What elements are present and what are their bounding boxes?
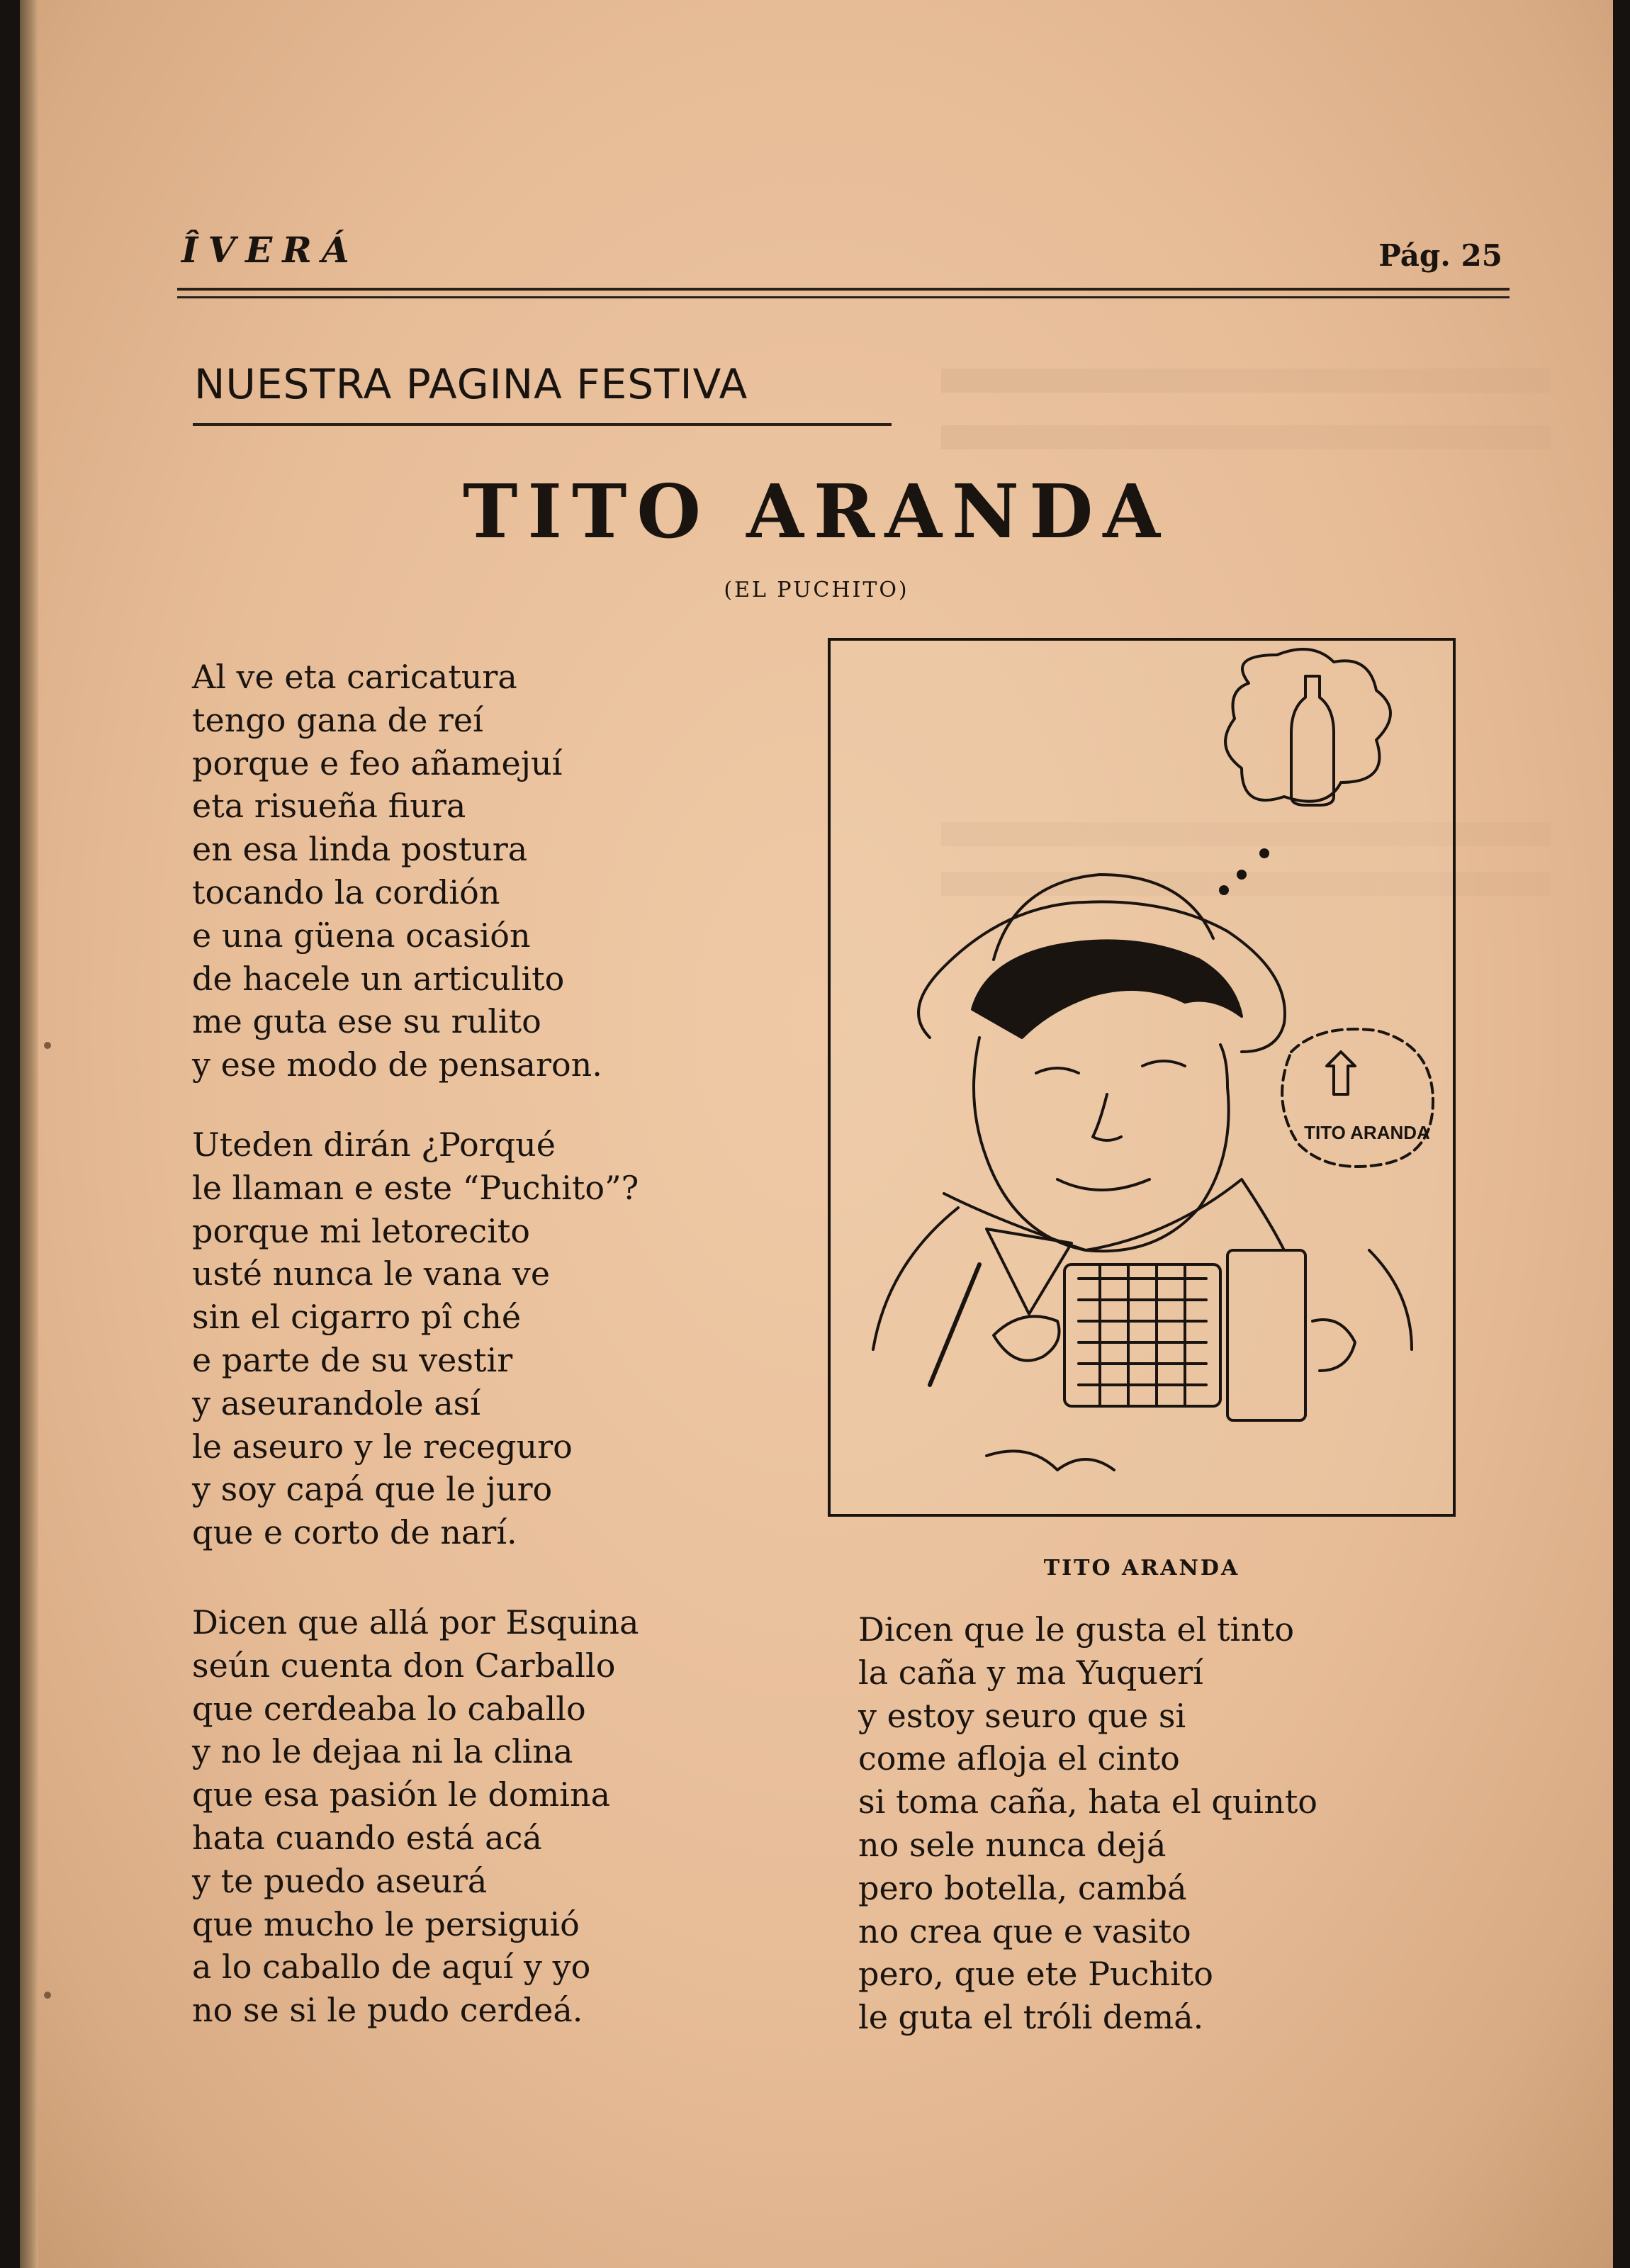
book-spine	[20, 0, 38, 2268]
verse-line: sin el cigarro pî ché	[192, 1298, 522, 1337]
stanza-3	[192, 1601, 639, 2032]
thought-bubble-outline	[1225, 649, 1390, 802]
verse-line: eta risueña fiura	[192, 787, 466, 826]
verse-line: tengo gana de reí	[192, 700, 483, 739]
illustration-caption: TITO ARANDA	[1043, 1556, 1240, 1581]
bleed-through-line	[941, 425, 1551, 449]
thought-dot	[1238, 871, 1245, 878]
stanza-2	[192, 1123, 639, 1554]
verse-line: no se si le pudo cerdeá.	[192, 1991, 583, 2030]
verse-line: come afloja el cinto	[858, 1739, 1180, 1778]
bottle-icon	[1291, 676, 1334, 805]
section-title: NUESTRA PAGINA FESTIVA	[194, 360, 748, 408]
poem-title: TITO ARANDA	[463, 468, 1170, 555]
verse-line: no sele nunca dejá	[858, 1825, 1167, 1864]
verse-line: que esa pasión le domina	[192, 1775, 611, 1814]
cigarette-icon	[930, 1264, 979, 1385]
page-number: Pág. 25	[1378, 238, 1502, 273]
verse-line: que e corto de narí.	[192, 1513, 517, 1552]
binding-hole	[44, 1992, 51, 1999]
verse-line: y no le dejaa ni la clina	[192, 1732, 573, 1771]
header-rule	[177, 288, 1510, 291]
verse-line: la caña y ma Yuquerí	[858, 1653, 1203, 1692]
scarf-knot	[987, 1229, 1072, 1314]
signature-scribble	[987, 1451, 1114, 1470]
verse-line: me guta ese su rulito	[192, 1002, 541, 1041]
verse-line: porque e feo añamejuí	[192, 743, 563, 782]
magazine-title: ÎVERÁ	[181, 229, 359, 271]
hair	[972, 941, 1242, 1038]
left-hand	[994, 1316, 1060, 1360]
verse-line: no crea que e vasito	[858, 1911, 1191, 1950]
accordion-side	[1227, 1250, 1305, 1420]
right-eye	[1142, 1061, 1185, 1066]
verse-line: y soy capá que le juro	[192, 1470, 553, 1509]
verse-line: y estoy seuro que si	[858, 1696, 1186, 1735]
thought-dot	[1220, 887, 1227, 894]
verse-line: Dicen que allá por Esquina	[192, 1603, 639, 1641]
verse-line: e parte de su vestir	[192, 1340, 513, 1379]
binding-hole	[44, 1042, 51, 1049]
poem-subtitle: (EL PUCHITO)	[724, 578, 909, 602]
speech-bubble-outline	[1282, 1029, 1433, 1167]
verse-line: porque mi letorecito	[192, 1211, 530, 1250]
verse-line: Al ve eta caricatura	[192, 658, 517, 696]
verse-line: usté nunca le vana ve	[192, 1254, 551, 1293]
thought-dot	[1261, 850, 1268, 857]
verse-line: y ese modo de pensaron.	[192, 1045, 602, 1084]
verse-line: que mucho le persiguió	[192, 1904, 580, 1943]
verse-line: Uteden dirán ¿Porqué	[192, 1125, 556, 1164]
verse-line: a lo caballo de aquí y yo	[192, 1948, 591, 1987]
verse-line: y aseurandole así	[192, 1383, 480, 1422]
nose	[1093, 1094, 1121, 1140]
verse-line: seún cuenta don Carballo	[192, 1646, 616, 1685]
verse-line: tocando la cordión	[192, 872, 500, 911]
verse-line: y te puedo aseurá	[192, 1861, 488, 1900]
verse-line: le llaman e este “Puchito”?	[192, 1168, 639, 1207]
verse-line: de hacele un articulito	[192, 959, 565, 998]
verse-line: si toma caña, hata el quinto	[858, 1783, 1317, 1821]
verse-line: pero botella, cambá	[858, 1868, 1187, 1907]
verse-line: le aseuro y le receguro	[192, 1427, 573, 1466]
right-hand	[1313, 1320, 1355, 1371]
speech-bubble-text: TITO ARANDA	[1304, 1122, 1430, 1143]
verse-line: hata cuando está acá	[192, 1818, 542, 1857]
caricature-drawing	[831, 641, 1453, 1514]
accordion-bellows	[1079, 1279, 1206, 1385]
verse-line: e una güena ocasión	[192, 916, 531, 955]
left-eye	[1036, 1068, 1079, 1073]
face-outline	[974, 1038, 1229, 1251]
thumbs-up-icon	[1327, 1052, 1355, 1094]
verse-line: que cerdeaba lo caballo	[192, 1689, 586, 1728]
magazine-page	[20, 0, 1613, 2268]
caricature-illustration	[828, 638, 1456, 1517]
verse-line: pero, que ete Puchito	[858, 1955, 1213, 1994]
bleed-through-line	[941, 369, 1551, 393]
header-rule	[177, 296, 1510, 298]
verse-line: Dicen que le gusta el tinto	[858, 1610, 1295, 1649]
stanza-1	[192, 656, 602, 1087]
verse-line: en esa linda postura	[192, 830, 528, 869]
mouth	[1057, 1179, 1150, 1190]
verse-line: le guta el tróli demá.	[858, 1998, 1204, 2037]
section-underline	[193, 423, 892, 426]
stanza-4	[858, 1608, 1317, 2039]
